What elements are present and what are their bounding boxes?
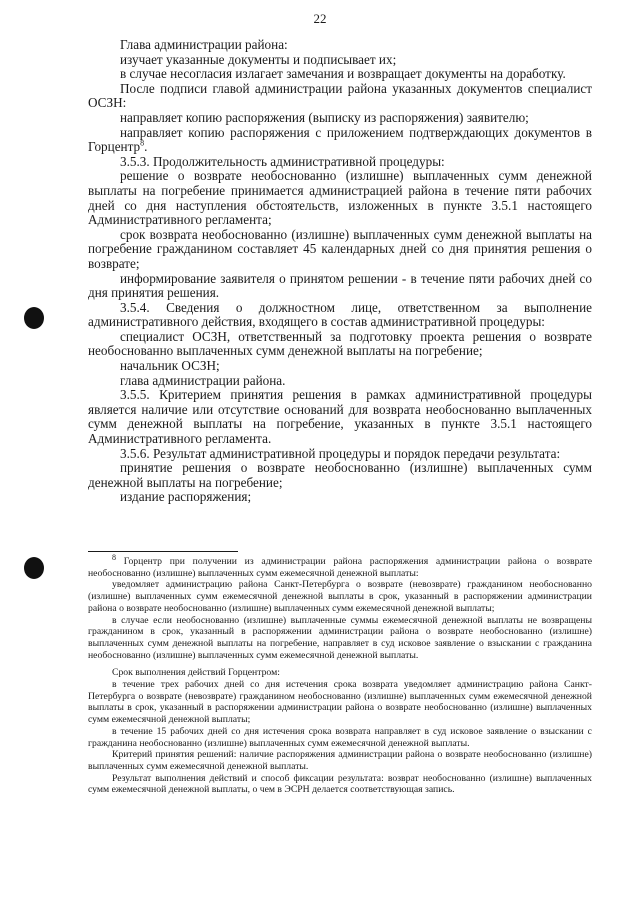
- paragraph: принятие решения о возврате необоснованно (излишне) выплаченных сумм денежной выплаты на погребение;: [88, 460, 592, 490]
- punch-hole-top: [24, 307, 44, 329]
- main-text: [88, 38, 592, 505]
- footnote-paragraph: Критерий принятия решений: наличие распоряжения администрации района о возврате необоснованно (излишне) выплаченных сумм ежемесячной денежной выплаты.: [88, 749, 592, 772]
- footnote-paragraph: [88, 552, 592, 579]
- paragraph: информирование заявителя о принятом решении - в течение пяти рабочих дней со дня принятия решения.: [88, 270, 592, 301]
- footnote-paragraph: Срок выполнения действий Горцентром:: [112, 667, 280, 679]
- paragraph: направляет копию распоряжения (выписку из распоряжения) заявителю;: [120, 109, 529, 125]
- paragraph: начальник ОСЗН;: [120, 358, 220, 374]
- paragraph: изучает указанные документы и подписывает их;: [120, 51, 397, 67]
- paragraph: в случае несогласия излагает замечания и возвращает документы на доработку.: [120, 66, 566, 82]
- paragraph: Глава администрации района:: [120, 37, 288, 52]
- footnote-reference: 8: [140, 138, 145, 148]
- footnote-separator: [88, 551, 238, 552]
- paragraph-with-footnote: направляет копию распоряжения с приложением подтверждающих документов в Горцентр$^8$.: [88, 124, 592, 155]
- footnote-paragraph: в течение трех рабочих дней со дня истечения срока возврата уведомляет администрацию района Санкт-Петербурга о возврате (невозврате) гражданином необоснованно (излишне) выплаченных сумм ежемесячной денежной выплаты в срок, указанный в распоряжении администрации района о возврате необоснованно (излишне) выплаченных сумм ежемесячной денежной выплаты;: [88, 679, 592, 726]
- paragraph: срок возврата необоснованно (излишне) выплаченных сумм денежной выплаты на погребение гражданином составляет 45 календарных дней со дня принятия решения о возврате;: [88, 226, 592, 271]
- footnote-paragraph: в течение 15 рабочих дней со дня истечения срока возврата направляет в суд исковое заявление о взыскании с гражданина необоснованно (излишне) выплаченных сумм ежемесячной денежной выплаты.: [88, 725, 592, 749]
- paragraph: глава администрации района.: [120, 372, 286, 388]
- footnotes: [88, 552, 592, 796]
- paragraph: После подписи главой администрации района указанных документов специалист ОСЗН:: [88, 80, 592, 111]
- paragraph: издание распоряжения;: [120, 489, 252, 505]
- footnote-paragraph: в случае если необоснованно (излишне) выплаченные суммы ежемесячной денежной выплаты не возвращены гражданином в срок, указанный в распоряжении администрации района о возврате необоснованно (излишне) выплаченных сумм денежной выплаты на погребение, направляет в суд исковое заявление о взыскании с гражданина необоснованно (излишне) выплаченных сумм ежемесячной денежной выплаты.: [88, 614, 592, 661]
- paragraph: 3.5.6. Результат административной процедуры и порядок передачи результата:: [120, 445, 561, 461]
- footnote-text: Горцентр при получении из администрации района распоряжения администрации района о возврате необоснованно (излишне) выплаченных сумм ежемесячной денежной выплаты:: [88, 556, 592, 579]
- paragraph: 3.5.4. Сведения о должностном лице, ответственном за выполнение административного действия, входящего в состав административной процедуры:: [88, 299, 592, 330]
- paragraph-text: направляет копию распоряжения с приложением подтверждающих документов в Горцентр: [88, 124, 592, 155]
- footnote-marker: 8: [112, 552, 116, 562]
- paragraph: 3.5.5. Критерием принятия решения в рамках административной процедуры является наличие или отсутствие оснований для возврата необоснованно выплаченных сумм денежной выплаты на погребение, указанных в пункте 3.5.1 настоящего Административного регламента.: [88, 387, 592, 447]
- footnote-paragraph: Результат выполнения действий и способ фиксации результата: возврат необоснованно (излишне) выплаченных сумм ежемесячной денежной выплаты, о чем в ЭСРН делается соответствующая запись.: [88, 772, 592, 796]
- paragraph: 3.5.3. Продолжительность административной процедуры:: [120, 153, 445, 169]
- paragraph: решение о возврате необоснованно (излишне) выплаченных сумм денежной выплаты на погребение принимается администрацией района в течение пяти рабочих дней со дня наступления обстоятельств, изложенных в пункте 3.5.1 настоящего Административного регламента;: [88, 168, 592, 228]
- punch-hole-bottom: [24, 557, 44, 579]
- page-number: 22: [313, 11, 327, 26]
- paragraph: специалист ОСЗН, ответственный за подготовку проекта решения о возврате необоснованно выплаченных сумм денежной выплаты на погребение;: [88, 328, 592, 359]
- footnote-paragraph: уведомляет администрацию района Санкт-Петербурга о возврате (невозврате) гражданином необоснованно (излишне) выплаченных сумм ежемесячной денежной выплаты в срок, указанный в распоряжении администрации района о возврате необоснованно (излишне) выплаченных сумм ежемесячной денежной выплаты;: [88, 579, 592, 614]
